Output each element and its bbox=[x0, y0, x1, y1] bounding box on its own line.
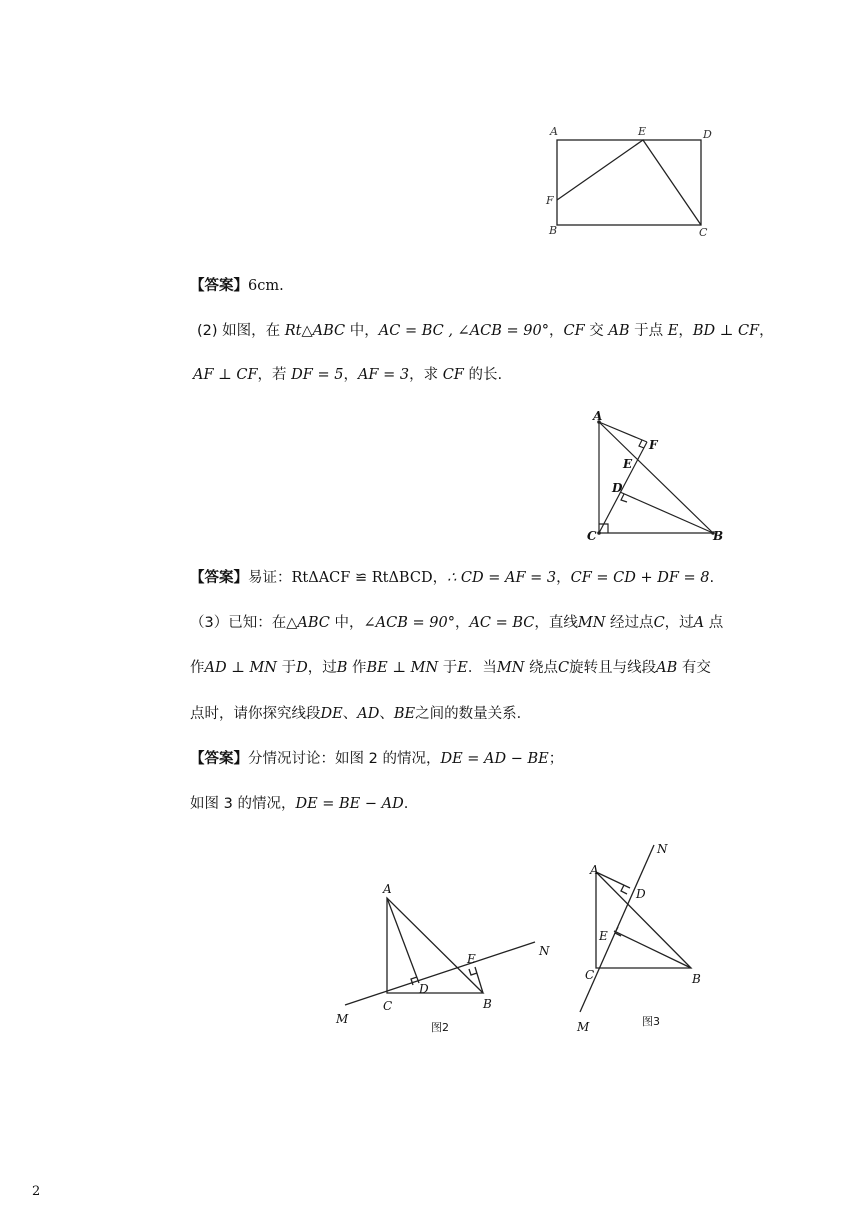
label-d: D bbox=[703, 128, 712, 141]
answer-3-line-1 bbox=[190, 748, 563, 770]
text-span: Rt△ABC bbox=[284, 323, 346, 339]
text-span: AC = BC , ∠ACB = 90° bbox=[378, 323, 549, 339]
text-span: 于点 bbox=[629, 323, 668, 339]
problem-3-line-2 bbox=[190, 657, 711, 679]
label-d: D bbox=[636, 887, 646, 901]
rectangle-abcd bbox=[557, 140, 701, 225]
text-span: 作 bbox=[347, 660, 367, 676]
text-span: D bbox=[296, 660, 308, 676]
text-span: ，过 bbox=[307, 660, 337, 676]
text-span: DE = BE − AD bbox=[295, 796, 404, 812]
text-span: ， bbox=[343, 367, 358, 383]
label-e: E bbox=[599, 929, 608, 943]
text-span: DE = AD − BE bbox=[440, 751, 549, 767]
figure-3-diagram bbox=[570, 835, 730, 1040]
text-span: E bbox=[667, 323, 679, 339]
text-span: △ABC bbox=[286, 615, 330, 631]
text-span: ．当 bbox=[467, 660, 497, 676]
text-span: 点时，请你探究线段 bbox=[190, 706, 321, 722]
text-span: 有交 bbox=[677, 660, 711, 676]
segment-ad bbox=[387, 898, 419, 983]
text-span: 、 bbox=[379, 706, 394, 722]
right-angle-f bbox=[639, 440, 644, 448]
problem-3-line-3 bbox=[190, 703, 531, 725]
text-span: AD bbox=[357, 706, 380, 722]
label-c: C bbox=[585, 968, 595, 982]
figure-3-caption: 图3 bbox=[642, 1015, 660, 1028]
text-span: AF = 3 bbox=[357, 367, 410, 383]
text-span: （3）已知：在 bbox=[190, 615, 287, 631]
text-span: ∴ CD = AF = 3 bbox=[447, 570, 557, 586]
text-span: 经过点 bbox=[605, 615, 654, 631]
segment-fec bbox=[557, 140, 701, 225]
problem-3-line-1 bbox=[190, 612, 723, 634]
text-span: ， bbox=[678, 323, 693, 339]
text-span: 、 bbox=[342, 706, 358, 722]
label-d: D bbox=[419, 982, 429, 996]
segment-cf bbox=[599, 442, 647, 533]
label-a: A bbox=[383, 882, 392, 896]
text-span: MN bbox=[496, 660, 525, 676]
text-span: 交 bbox=[584, 323, 609, 339]
text-span: . bbox=[709, 570, 715, 586]
text-span: MN bbox=[577, 615, 606, 631]
segment-ad bbox=[596, 872, 630, 888]
text-span: RtΔACF ≌ RtΔBCD bbox=[291, 570, 433, 586]
figure-2-caption: 图2 bbox=[431, 1021, 449, 1034]
text-span: C bbox=[558, 660, 570, 676]
text-span: 【答案】 bbox=[190, 751, 248, 767]
text-span: ， bbox=[759, 323, 774, 339]
text-span: 中， bbox=[345, 323, 379, 339]
label-m: M bbox=[336, 1012, 349, 1026]
label-a: A bbox=[590, 863, 599, 877]
figure-rectangle bbox=[530, 118, 730, 243]
label-f: F bbox=[649, 438, 658, 452]
label-c: C bbox=[587, 529, 597, 543]
text-span: 6cm. bbox=[248, 278, 284, 294]
page-number: 2 bbox=[32, 1184, 41, 1199]
segment-bd bbox=[620, 492, 713, 533]
label-n: N bbox=[657, 842, 668, 856]
text-span: BD ⊥ CF bbox=[692, 323, 760, 339]
text-span: 如图 3 的情况， bbox=[190, 796, 296, 812]
text-span: ，求 bbox=[409, 367, 443, 383]
text-span: 中， bbox=[329, 615, 364, 631]
text-span: ∠ACB = 90° bbox=[363, 615, 455, 631]
text-span: B bbox=[336, 660, 348, 676]
text-span: 绕点 bbox=[524, 660, 559, 676]
label-b: B bbox=[713, 529, 724, 543]
text-span: 旋转且与线段 bbox=[569, 660, 657, 676]
label-m: M bbox=[577, 1020, 590, 1034]
text-span: AB bbox=[656, 660, 678, 676]
label-b: B bbox=[692, 972, 701, 986]
text-span: ，过 bbox=[664, 615, 694, 631]
label-a: A bbox=[593, 409, 603, 423]
text-span: E bbox=[457, 660, 468, 676]
figure-right-triangle bbox=[580, 405, 730, 550]
label-e: E bbox=[638, 125, 647, 138]
text-span: 于 bbox=[438, 660, 458, 676]
text-span: 作 bbox=[190, 660, 205, 676]
text-span: 于 bbox=[277, 660, 297, 676]
label-a: A bbox=[550, 125, 558, 138]
text-span: CF bbox=[563, 323, 585, 339]
segment-be bbox=[614, 931, 691, 968]
text-span: 之间的数量关系． bbox=[415, 706, 532, 722]
label-d: D bbox=[612, 481, 623, 495]
answer-3-line-2 bbox=[190, 793, 408, 815]
label-c: C bbox=[383, 999, 393, 1013]
text-span: AB bbox=[608, 323, 630, 339]
text-span: BE ⊥ MN bbox=[366, 660, 439, 676]
text-span: 点 bbox=[704, 615, 724, 631]
text-span: AC = BC bbox=[469, 615, 535, 631]
text-span: 分情况讨论：如图 2 的情况， bbox=[248, 751, 441, 767]
problem-2-line-2 bbox=[193, 364, 502, 386]
figure-2-diagram bbox=[330, 875, 570, 1040]
text-span: ， bbox=[454, 615, 470, 631]
label-f: F bbox=[546, 194, 554, 207]
triangle-acb bbox=[387, 898, 483, 993]
text-span: (2) 如图，在 bbox=[197, 323, 285, 339]
label-e: E bbox=[467, 952, 476, 966]
segment-af bbox=[599, 422, 647, 442]
text-span: ， bbox=[556, 570, 571, 586]
text-span: A bbox=[693, 615, 705, 631]
text-span: 的长. bbox=[463, 367, 503, 383]
text-span: ，若 bbox=[257, 367, 292, 383]
problem-2-line-1 bbox=[197, 320, 774, 342]
label-b: B bbox=[549, 224, 558, 237]
text-span: CF bbox=[442, 367, 464, 383]
label-b: B bbox=[483, 997, 492, 1011]
text-span: 【答案】 bbox=[190, 570, 248, 586]
label-c: C bbox=[699, 226, 708, 239]
text-span: ， bbox=[549, 323, 564, 339]
text-span: C bbox=[653, 615, 665, 631]
text-span: ，直线 bbox=[534, 615, 578, 631]
text-span: CF = CD + DF = 8 bbox=[570, 570, 710, 586]
label-n: N bbox=[539, 944, 550, 958]
text-span: BE bbox=[393, 706, 416, 722]
text-span: ， bbox=[432, 570, 448, 586]
answer-2 bbox=[190, 567, 714, 589]
label-e: E bbox=[623, 457, 633, 471]
line-mn bbox=[345, 942, 535, 1005]
text-span: 易证： bbox=[248, 570, 292, 586]
text-span: AD ⊥ MN bbox=[204, 660, 277, 676]
text-span: 【答案】 bbox=[190, 278, 248, 294]
text-span: DE bbox=[320, 706, 343, 722]
text-span: . bbox=[403, 796, 409, 812]
text-span: ； bbox=[548, 751, 564, 767]
answer-1 bbox=[190, 275, 284, 297]
text-span: AF ⊥ CF bbox=[193, 367, 258, 383]
text-span: DF = 5 bbox=[291, 367, 344, 383]
